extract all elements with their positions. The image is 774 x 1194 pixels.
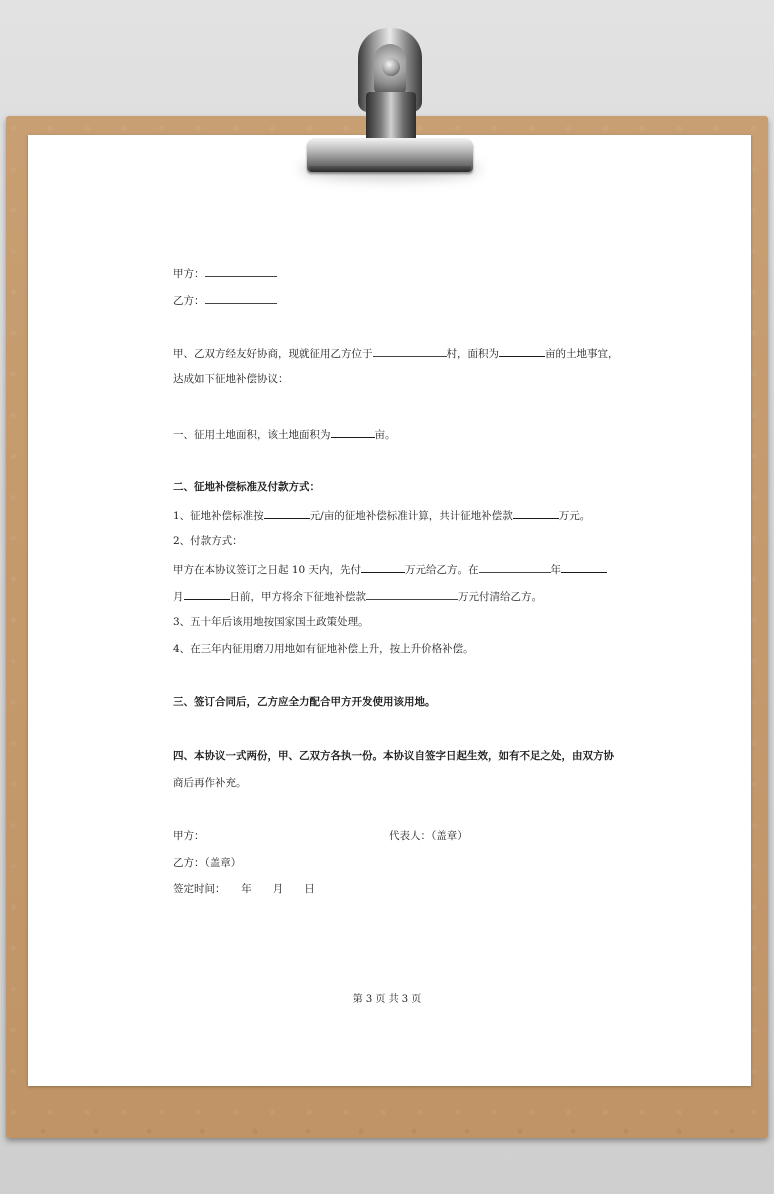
- signature-date: 签定时间： 年 月 日: [173, 883, 315, 895]
- item-1-text-2: 元/亩的征地补偿标准计算，共计征地补偿款: [309, 510, 513, 522]
- section-2-heading: 二、征地补偿标准及付款方式：: [173, 481, 320, 493]
- payment-text-5: 日前，甲方将余下征地补偿款: [229, 591, 366, 603]
- section-1-area-blank: [331, 426, 375, 438]
- intro-line-2: [173, 372, 289, 386]
- payment-text-6: 万元付清给乙方。: [458, 591, 542, 603]
- intro-text-2: 村，面积为: [446, 348, 499, 360]
- binder-clip-edge: [309, 166, 471, 172]
- party-b-line: [173, 292, 277, 308]
- party-a-label: 甲方：: [173, 268, 205, 280]
- binder-clip-neck: [366, 92, 416, 142]
- year-blank: [479, 561, 551, 573]
- rate-blank: [264, 507, 310, 519]
- signature-party-b: 乙方：（盖章）: [173, 857, 242, 869]
- party-a-blank: [205, 265, 277, 277]
- signature-party-a: 甲方：: [173, 830, 205, 842]
- binder-clip-rivet: [382, 58, 400, 76]
- month-blank: [184, 588, 230, 600]
- intro-text-3: 亩的土地事宜，: [545, 348, 619, 360]
- section-4-line-1: 四、本协议一式两份，甲、乙双方各执一份。本协议自签字日起生效，如有不足之处，由双方协: [173, 750, 614, 762]
- section-4-line-2: 商后再作补充。: [173, 777, 247, 789]
- section-1: [173, 426, 396, 442]
- payment-text-2: 万元给乙方。在: [405, 564, 479, 576]
- village-blank: [373, 345, 447, 357]
- first-payment-blank: [361, 561, 405, 573]
- payment-text-3: 年: [550, 564, 562, 576]
- section-1-unit: 亩。: [374, 429, 396, 441]
- intro-line-1: [173, 345, 619, 361]
- item-1: [173, 507, 590, 523]
- year-end-blank: [561, 561, 607, 573]
- item-3: 3、五十年后该用地按国家国土政策处理。: [173, 616, 369, 628]
- document-page: [28, 135, 751, 1086]
- section-1-text: 一、征用土地面积，该土地面积为: [173, 429, 331, 441]
- party-b-label: 乙方：: [173, 295, 205, 307]
- item-1-text-1: 1、征地补偿标准按: [173, 510, 264, 522]
- intro-text-4: 达成如下征地补偿协议：: [173, 373, 289, 385]
- signature-representative: 代表人：（盖章）: [389, 830, 468, 842]
- total-blank: [513, 507, 559, 519]
- item-4: 4、在三年内征用磨刀用地如有征地补偿上升，按上升价格补偿。: [173, 643, 474, 655]
- payment-line-1: [173, 561, 607, 577]
- area-blank: [499, 345, 545, 357]
- remaining-blank: [366, 588, 458, 600]
- item-2: 2、付款方式：: [173, 535, 243, 547]
- intro-text-1: 甲、乙双方经友好协商，现就征用乙方位于: [173, 348, 373, 360]
- payment-text-1: 甲方在本协议签订之日起 10 天内，先付: [173, 564, 362, 576]
- page-number: 第 3 页 共 3 页: [352, 994, 422, 1005]
- party-b-blank: [205, 292, 277, 304]
- item-1-text-3: 万元。: [558, 510, 591, 522]
- section-3: 三、签订合同后，乙方应全力配合甲方开发使用该用地。: [173, 696, 436, 708]
- payment-line-2: [173, 588, 542, 604]
- payment-text-4: 月: [173, 591, 184, 603]
- party-a-line: [173, 265, 277, 281]
